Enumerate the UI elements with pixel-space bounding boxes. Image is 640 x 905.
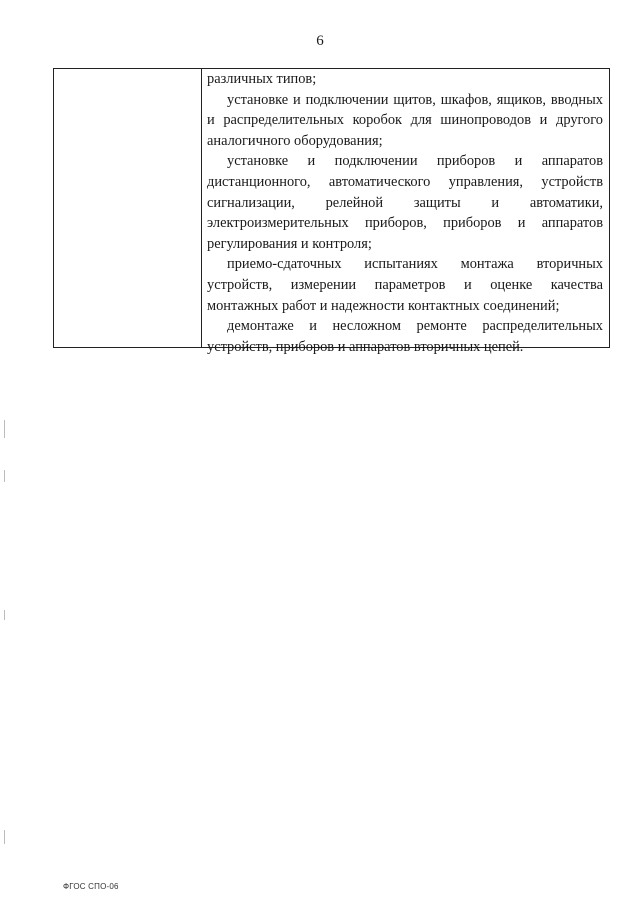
footer-document-code: ФГОС СПО-06: [63, 882, 119, 891]
content-table: [53, 68, 610, 355]
scan-artifact: [4, 610, 5, 620]
table-paragraph: различных типов;: [207, 71, 317, 87]
page-number: 6: [316, 33, 324, 49]
table-left-cell: [54, 69, 202, 347]
scan-artifact: [4, 420, 5, 438]
table-paragraph: демонтаже и несложном ремонте распределительных устройств, приборов и аппаратов вторичных цепей.: [207, 318, 603, 355]
table-paragraph: установке и подключении приборов и аппаратов дистанционного, автоматического управления, устройств сигнализации, релейной защиты и автоматики, электроизмерительных приборов, приборов и аппаратов регулирования и контроля;: [207, 153, 603, 252]
table-paragraph: приемо-сдаточных испытаниях монтажа вторичных устройств, измерении параметров и оценке качества монтажных работ и надежности контактных соединений;: [207, 256, 603, 314]
scan-artifact: [4, 470, 5, 482]
scan-artifact: [4, 830, 5, 844]
table-paragraph: установке и подключении щитов, шкафов, ящиков, вводных и распределительных коробок для шинопроводов и другого аналогичного оборудования;: [207, 91, 603, 149]
table-right-cell: [202, 69, 609, 355]
